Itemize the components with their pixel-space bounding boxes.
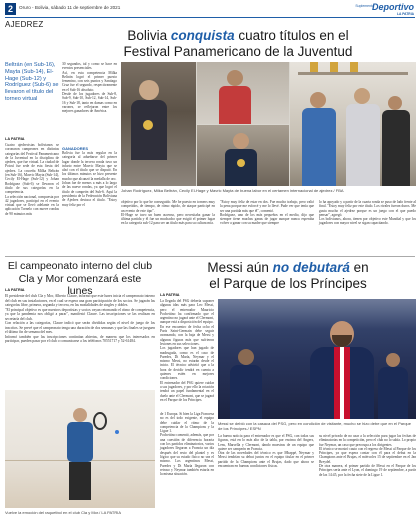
- person-body: [346, 104, 380, 186]
- trophy-icon: [310, 62, 318, 72]
- person-figure: [139, 80, 159, 100]
- messi-headline: [160, 260, 416, 292]
- club-source: LA PATRIA: [5, 288, 25, 292]
- person-figure: [310, 92, 326, 108]
- person-figure: [354, 88, 370, 104]
- section-divider: [5, 256, 415, 257]
- trophy-icon: [350, 62, 358, 72]
- lead-body-col1: Cuatro ajedrecistas bolivianos se coronaron campeones en distintas categorías del Festival Panamericano de la Juventud en la disciplina de ajedrez, que fue virtual. La ciudad de Potosí fue sede de esta fiesta del ajedrez. La cruceña Milka Beltrán (en Sub-16), Mavric Mayta (Sub-14), Cecily El-Hage (Sub-12) y Johan Rodríguez (Sub-6) se llevaron el título de sus categorías en la competencia. La selección nacional, compuesta por 42 jugadores, participó en el evento virtual que se llevó adelante en la aplicación Tornelo con nueve rondas de 90 minutos más: [5, 143, 59, 216]
- trophy-shelf: [298, 72, 408, 75]
- lead-headline: [60, 28, 416, 60]
- lead-summary-box: Beltrán (en Sub-16), Mayta (Sub-14), El-Hage (Sub-12) y Rodríguez (Sub-6) se llevaron el título del torneo virtual: [5, 62, 59, 102]
- person-body: [131, 100, 167, 160]
- shirt-center-line: [340, 347, 344, 419]
- lead-body-col2: 30 segundos, tal y como se hace en eventos presenciales. Así, en esta competencia Milka Beltrán logró el primer puesto femenino, con seis puntos y Santiago Cruz fue el segundo, respectivamente en el Sub-16 absoluto. Desde de los jugadores de Sub-8, Sub-9, Sub-10, Sub-12, Sub-14, Sub-16 y Sub-18, tanto en damas como en varones, se reflejaron entre los mejores ganadores de América.: [62, 62, 117, 114]
- messi-headline-part2: en: [349, 260, 369, 275]
- teammate-figure: [238, 349, 254, 365]
- club-headline: [5, 260, 155, 298]
- supplement-logo: [350, 2, 414, 16]
- photo-center-bottom: [197, 125, 289, 186]
- player-body: [67, 422, 93, 462]
- messi-headline-line2: el Parque de los Príncipes: [209, 276, 367, 291]
- la-patria-label: LA PATRIA: [397, 11, 414, 16]
- lead-body-col5: lo ha apoyado y a partir de la cuarta ronda se puso de lado frente al final. "Estoy muy feliz por este título. Los rivales fueron duros. Me gusta mucho el ajedrez porque es un juego con el que puedo pensar", agregó. Los bolivianos, ahora, tienen por objetivo este Mundial y que los jugadores con mayor nivel se sigan capacitando.: [319, 200, 416, 226]
- messi-photo-caption: Messi se debió con la casaca del PSG, pero en condición de visitante, mucho se hizo debe que en el Parque de los Príncipes./ ESPN: [218, 421, 412, 431]
- person-figure: [227, 70, 243, 86]
- person-body: [219, 86, 251, 124]
- lead-headline-highlight: conquista: [170, 28, 235, 43]
- messi-body-col2: de 1 Europa. Si bien la Liga Francesa no es del todo exigente, el equipo debe cuidar el ritmo de la competencia de la Champions y la Ligue 1. Pochettino comentó, además, que por una cuestión de diferencia horaria con los partidos eliminatorios, varios jugadores llegaron a Francia un día después del resto del plantel y es lógico que su estado físico no sea el mismo. Los argentinos Messi, Paredes y Di María llegaron con retraso y Neymar también estaría en la misma situación.: [160, 412, 214, 477]
- winners-heading: GANADORES: [62, 146, 89, 151]
- messi-headline-part1: Messi aún: [207, 260, 273, 275]
- lead-headline-part2: cuatro títulos en el: [234, 28, 349, 43]
- dateline: Oruro - Bolivia, sábado 11 de septiembre de 2021: [19, 5, 121, 10]
- deportivo-logo: Deportivo: [371, 2, 414, 12]
- photo-left-panel: [121, 62, 196, 186]
- messi-headline-highlight: no debutará: [272, 260, 350, 275]
- page-number: 2: [5, 3, 16, 15]
- supplement-label: Suplemento: [355, 4, 374, 8]
- trophy-icon: [330, 62, 338, 72]
- racquet-icon: [93, 412, 107, 430]
- lead-body-col4: "Estoy muy feliz de estar en dos. Fue mucho trabajo, pero valió la pena porque me esforcé y me lo llevé. Pude ver que tenía que ser una partida más que él", comentó. Rodríguez, uno de los más pequeños en el medio, dijo que siempre tiene muchas ganas de jugar aunque nunca esperaba volver a ganar con su madre que siempre: [220, 200, 314, 226]
- person-figure: [233, 133, 249, 149]
- messi-source: LA PATRIA: [160, 293, 180, 297]
- person-body: [382, 110, 410, 186]
- medal-icon: [237, 159, 245, 167]
- stadium-lights: [218, 299, 416, 329]
- teammate-body: [230, 365, 262, 419]
- messi-photo: [218, 299, 416, 419]
- person-figure: [388, 96, 402, 110]
- chess-players-photo: [121, 62, 416, 186]
- player-legs: [69, 462, 91, 500]
- messi-body-col1: La llegada del PSG debería suponer algunas idas más para Leo Messi, pero el entrenador Mauricio Pochettino ha confirmado que el argentino no jugará ante el Clermont, aunque está a disposición del equipo. En ese encuentro de fecha ocho el Paris Saint-Germain debe seguir avanzando, con la baja de Messi y algunas figuras más que sufrieron lesiones en sus selecciones. Los jugadores que han jugado de madrugada, como es el caso de Paredes, Di María, Neymar y el mismo Messi, no estarán desde el inicio. El técnico advirtió que a la hora de decidir tendrá en cuenta a quienes estén en mejores condiciones. El entrenador del PSG quiere cuidar a sus jugadores, y por ello la rotación tendrá un papel fundamental en el duelo ante el Clermont, que se jugará en el Parque de los Príncipes.: [160, 299, 214, 402]
- club-headline-line2: Cla y Mor comenzará este lunes: [18, 272, 142, 297]
- messi-body-col3: La buena noticia para el entrenador es que el PSG, con todas sus figuras, está en lo más alto de la tabla, por encima del Angers, Lens, Marsella y Clermont, dando muestras de un equipo que quiere ser campeón en Francia. Otra de las novedades del técnico es que Mbappé, Neymar y Messi tendrían su debut juntos en el equipo titular en el primer partido de la Champions ante el Brujas, dado que ahora se encuentran en buenas condiciones físicas.: [218, 434, 314, 469]
- lead-source: LA PATRIA: [5, 137, 25, 141]
- teammate-figure: [386, 353, 400, 367]
- ball-icon: [115, 430, 119, 434]
- teammate-body: [378, 367, 408, 419]
- player-head: [73, 408, 87, 422]
- lead-headline-part1: Bolivia: [127, 28, 171, 43]
- photo-center-top: [197, 62, 289, 124]
- page-header: [0, 0, 420, 18]
- person-body: [302, 108, 336, 186]
- racquetball-photo: [5, 390, 155, 508]
- lead-headline-line2: Festival Panamericano de la Juventud: [123, 44, 353, 59]
- medal-icon: [143, 120, 153, 130]
- lead-body-col2b: Bolivia fue la más regular en la categoría al adueñarse del primer lugar donde la tercera ronda tuvo un infarto entre Mavric Mayta que se alzó con el título que se disputó. En los últimos minutos se hizo presente mucho que alcanzó la medalla de oro. Johan fue de menos a más a lo largo de las nueve rondas, ya que logró el título de campeón del Sub-6. Aquí la presidenta de la Federación Boliviana de Ajedrez destaca el título. "Estoy muy feliz por el: [62, 151, 117, 207]
- photo-right-panel: [290, 62, 416, 186]
- messi-body-col4: su nivel privado de no usar a la selección para jugar las fechas de eliminatorias en la competición, pero el club no lo sabía. Lo propio fue Neymar, un caso que preocupa a los dirigentes. El técnico se mostró cauto con el regreso de Messi al Parque de los Príncipes, ya que espera contar con él para el debut en la Champions ante el Brujas, el miércoles 15 de septiembre en el Jan Breydel. De otra manera, el primer partido de Messi en el Parque de los Príncipes sería ante el Lyon, el domingo 19 de septiembre, a partir de las 14:45, por la fecha siete de la Ligue 1.: [319, 434, 416, 477]
- club-body: El presidente del club Cla y Mor, Alberto Claure, informó que este lunes inicia el campeonato interno del club en sus instalaciones, en el cual se espera una gran participación de los socios. Se jugarán las categorías libre, primera, segunda y tercera, en las modalidades de singles y dobles. "El principal objetivo es que nuestros deportistas y socios vayan retomando el ritmo de competencia, ya que la pandemia nos obligó a parar", manifestó Claure. Las inscripciones se las realizan en secretaría del club. Con relación a las categorías, Claure indicó que serán divididas según el nivel de juego de los inscritos. Se prevé que el campeonato tenga una duración de dos semanas y que las finales se jueguen el último fin de semana del mes. Informó también que las inscripciones continúan abiertas, de manera que los interesados en participar, pueden pasar por el club o comunicarse a los teléfonos 70551717 y 52-61484.: [5, 294, 155, 343]
- header-rule: [5, 17, 415, 18]
- lead-body-col3: objetivo por lo que he conseguido. Me he puesto en torneos muy competidos, de tiempo, de ritmo rápido, de ataque participé en un evento de este tipo". El-Hage se tuvo un buen ascenso, pero necesitaba ganar la última partida y él fue un muchacho que exigió el primer lugar en la categoría sub-12 para ser un título más para su cultura mía.: [121, 200, 215, 226]
- chess-photo-caption: Johan Rodríguez, Milka Beltrán, Cecily El-Hage y Mavric Mayta de buena labor en el certamen internacional de ajedrez./ FBA: [121, 188, 344, 193]
- racquetball-caption: Vuelve la emoción del raquetbol en el club Cla y Mor./ LA PATRIA: [5, 510, 121, 515]
- person-body: [225, 149, 257, 186]
- section-label: AJEDREZ: [5, 20, 44, 29]
- club-headline-line1: El campeonato interno del club: [7, 260, 153, 272]
